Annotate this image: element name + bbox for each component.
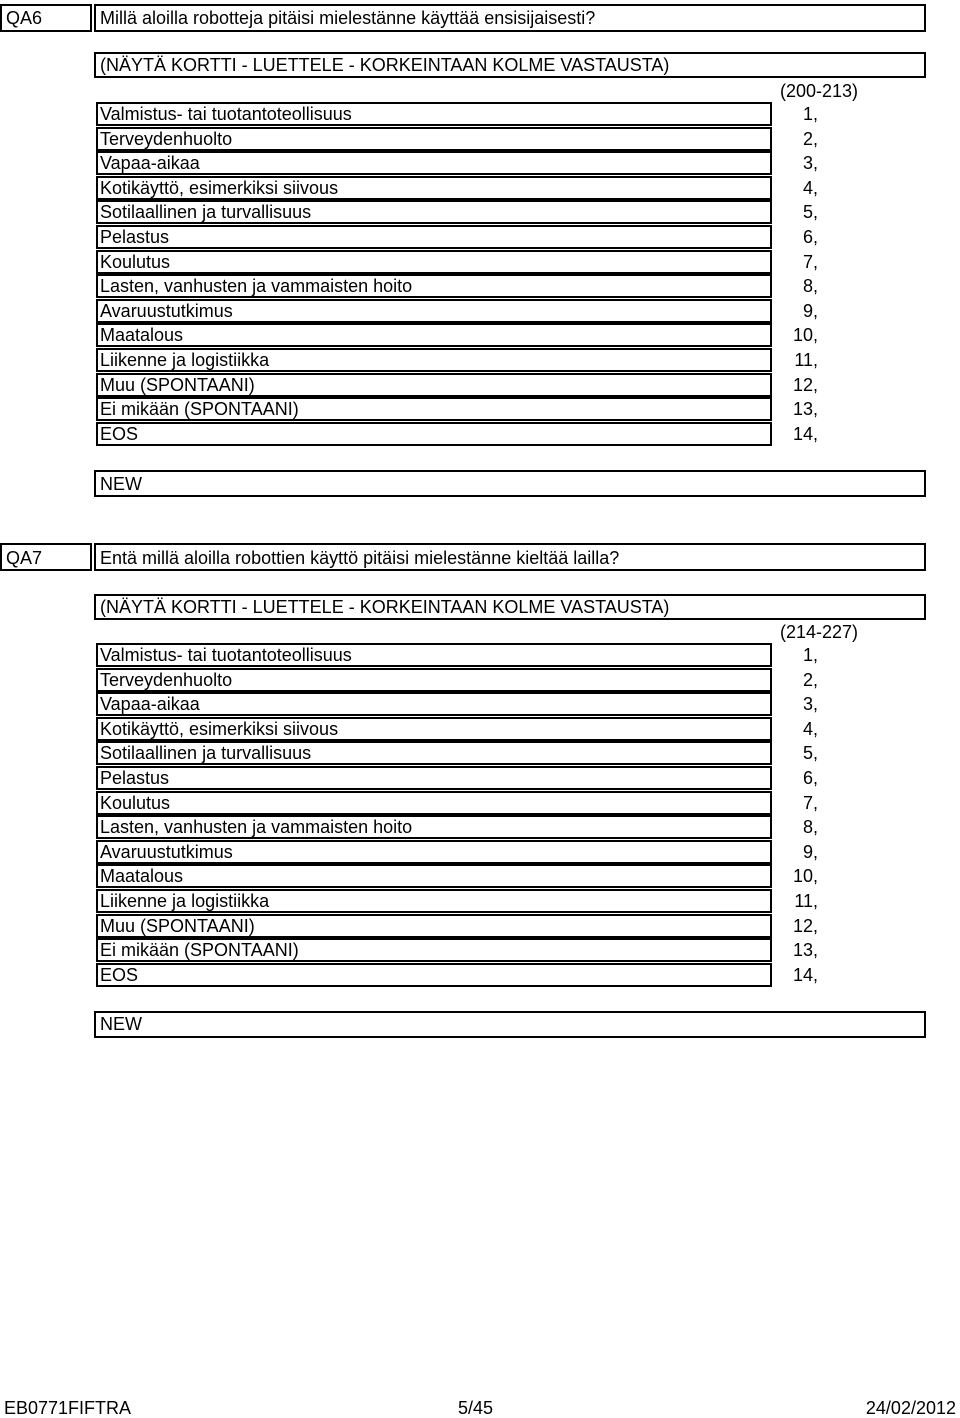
qa6-new-box	[94, 470, 926, 497]
qa6-id: QA6	[6, 8, 43, 28]
qa6-instruction: (NÄYTÄ KORTTI - LUETTELE - KORKEINTAAN KOLME VASTAUSTA)	[100, 55, 670, 75]
option-row-box	[96, 250, 772, 274]
qa7-question-text: Entä millä aloilla robottien käyttö pitäisi mielestänne kieltää lailla?	[100, 548, 620, 568]
option-code: 5,	[802, 743, 818, 764]
option-label: Lasten, vanhusten ja vammaisten hoito	[100, 817, 413, 838]
option-label: Lasten, vanhusten ja vammaisten hoito	[100, 276, 413, 297]
option-label: Liikenne ja logistiikka	[100, 891, 270, 911]
option-row-box	[96, 963, 772, 987]
qa7-range: (214-227)	[779, 622, 858, 642]
option-label: Maatalous	[100, 866, 184, 887]
option-label: Sotilaallinen ja turvallisuus	[100, 202, 312, 223]
option-code: 9,	[802, 300, 818, 321]
option-code: 11,	[794, 350, 818, 370]
option-label: Avaruustutkimus	[100, 300, 233, 321]
option-row-box	[96, 225, 772, 249]
option-label: Terveydenhuolto	[100, 128, 233, 149]
option-label: Pelastus	[100, 768, 170, 788]
option-label: Vapaa-aikaa	[100, 153, 200, 174]
option-code: 2,	[802, 669, 818, 690]
option-code: 14,	[792, 423, 818, 444]
option-code: 7,	[802, 251, 818, 272]
option-code: 5,	[802, 202, 818, 223]
option-code: 10,	[792, 325, 818, 346]
footer-date: 24/02/2012	[865, 1398, 956, 1418]
footer-doc-id: EB0771FIFTRA	[4, 1398, 132, 1418]
qa7-new-label: NEW	[100, 1014, 142, 1034]
option-code: 1,	[802, 104, 818, 124]
option-row-box	[96, 766, 772, 790]
option-code: 1,	[802, 645, 818, 665]
option-label: Pelastus	[100, 227, 170, 247]
option-label: EOS	[100, 964, 139, 985]
option-row-box	[96, 791, 772, 815]
option-label: Vapaa-aikaa	[100, 694, 200, 715]
option-code: 10,	[792, 866, 818, 887]
qa7-id: QA7	[6, 548, 43, 568]
option-code: 7,	[802, 792, 818, 813]
option-code: 3,	[802, 153, 818, 174]
option-row-box	[96, 864, 772, 888]
option-label: Maatalous	[100, 325, 184, 346]
option-label: Terveydenhuolto	[100, 669, 233, 690]
option-label: Kotikäyttö, esimerkiksi siivous	[100, 177, 339, 198]
option-row-box	[96, 323, 772, 347]
option-code: 8,	[802, 276, 818, 297]
option-code: 6,	[802, 768, 818, 788]
option-label: Liikenne ja logistiikka	[100, 350, 270, 370]
option-code: 12,	[792, 915, 818, 936]
option-code: 4,	[802, 177, 818, 198]
qa7-instruction: (NÄYTÄ KORTTI - LUETTELE - KORKEINTAAN KOLME VASTAUSTA)	[100, 597, 670, 617]
option-label: Ei mikään (SPONTAANI)	[100, 399, 299, 420]
qa6-question-text: Millä aloilla robotteja pitäisi mielestänne käyttää ensisijaisesti?	[100, 8, 596, 28]
option-label: Muu (SPONTAANI)	[100, 915, 255, 936]
footer-page: 5/45	[458, 1398, 494, 1418]
option-code: 11,	[794, 891, 818, 911]
option-code: 12,	[792, 374, 818, 395]
option-label: EOS	[100, 423, 139, 444]
option-label: Valmistus- tai tuotantoteollisuus	[100, 645, 352, 665]
option-label: Muu (SPONTAANI)	[100, 374, 255, 395]
option-label: Kotikäyttö, esimerkiksi siivous	[100, 718, 339, 739]
option-code: 14,	[792, 964, 818, 985]
option-code: 2,	[802, 128, 818, 149]
option-code: 13,	[792, 399, 818, 420]
option-row-box	[96, 422, 772, 446]
qa7-new-box	[94, 1011, 926, 1038]
option-code: 13,	[792, 940, 818, 961]
option-code: 6,	[802, 227, 818, 247]
option-label: Sotilaallinen ja turvallisuus	[100, 743, 312, 764]
option-label: Avaruustutkimus	[100, 841, 233, 862]
option-code: 4,	[802, 718, 818, 739]
option-code: 9,	[802, 841, 818, 862]
option-label: Ei mikään (SPONTAANI)	[100, 940, 299, 961]
option-code: 3,	[802, 694, 818, 715]
option-label: Koulutus	[100, 251, 171, 272]
qa6-new-label: NEW	[100, 474, 142, 494]
qa6-range: (200-213)	[779, 81, 858, 101]
option-code: 8,	[802, 817, 818, 838]
option-label: Koulutus	[100, 792, 171, 813]
option-label: Valmistus- tai tuotantoteollisuus	[100, 104, 352, 124]
